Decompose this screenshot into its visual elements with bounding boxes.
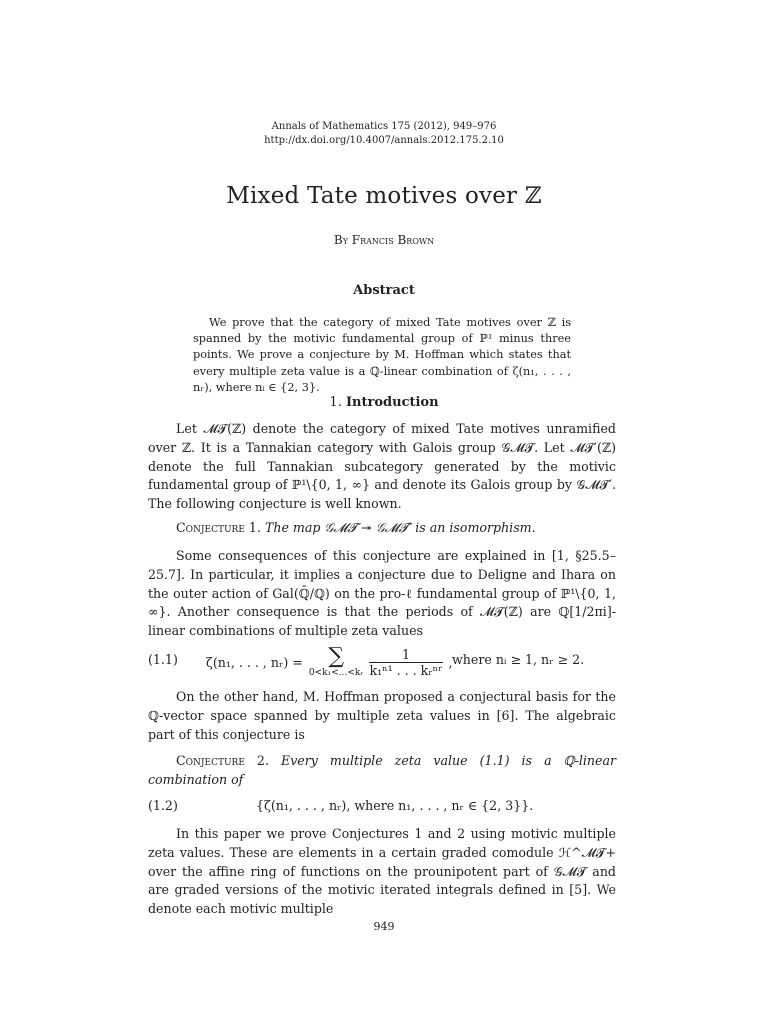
page-number: 949 <box>373 920 395 933</box>
sigma-symbol: ∑ <box>328 644 345 669</box>
equation-1-2: {ζ(n₁, . . . , nᵣ), where n₁, . . . , nᵣ ∈ {2, 3}}. <box>256 798 534 813</box>
section-heading <box>0 395 768 410</box>
section-number: 1. <box>329 395 342 410</box>
conjecture-2-text: Every multiple zeta value (1.1) is a ℚ-linear combination of <box>148 753 616 787</box>
section-title: Introduction <box>345 395 439 410</box>
equation-1-1 <box>206 640 453 684</box>
intro-paragraph-3 <box>148 688 616 744</box>
paragraph-text: In this paper we prove Conjectures 1 and 2 using motivic multiple zeta values. These are elements in a certain graded comodule ℋ^𝓜𝓣+ over the affine ring of functions on the prounipotent part of 𝒢𝓜𝓣 and are graded versions of the motivic iterated integrals defined in [5]. We denote each motivic multiple <box>148 826 616 917</box>
intro-paragraph-1 <box>148 420 616 514</box>
conjecture-2 <box>148 752 616 790</box>
journal-header <box>0 120 768 148</box>
doi-line: http://dx.doi.org/10.4007/annals.2012.175.2.10 <box>264 135 504 146</box>
equation-fraction <box>369 647 442 678</box>
fraction-denominator: k₁ⁿ¹ . . . kᵣⁿʳ <box>369 662 443 678</box>
paragraph-text: Some consequences of this conjecture are explained in [1, §25.5–25.7]. In particular, it implies a conjecture due to Deligne and Ihara on the outer action of Gal(ℚ̄/ℚ) on the pro-ℓ fundamental group of ℙ¹\{0, 1, ∞}. Another consequence is that the periods of 𝓜𝓣(ℤ) are ℚ[1/2πi]-linear combinations of multiple zeta values <box>148 548 616 639</box>
equation-1-2-label: (1.2) <box>148 798 178 813</box>
conjecture-2-lead: Conjecture 2. <box>176 753 269 768</box>
fraction-numerator: 1 <box>369 647 442 663</box>
conjecture-1 <box>148 519 616 538</box>
conjecture-1-text: The map 𝒢𝓜𝓣 ↠ 𝒢𝓜𝓣′ is an isomorphism. <box>264 520 536 535</box>
conjecture-1-lead: Conjecture 1. <box>176 520 261 535</box>
equation-lhs: ζ(n₁, . . . , nᵣ) = <box>206 654 303 670</box>
journal-citation: Annals of Mathematics 175 (2012), 949–976 <box>271 121 497 132</box>
summation-limits: 0<k₁<...<kᵣ <box>308 668 364 678</box>
paper-title: Mixed Tate motives over ℤ <box>226 183 542 209</box>
equation-1-1-label: (1.1) <box>148 652 178 667</box>
abstract-body <box>193 315 571 396</box>
intro-paragraph-4 <box>148 825 616 919</box>
equation-comma: , <box>448 654 453 670</box>
summation-operator <box>309 646 364 678</box>
abstract-heading: Abstract <box>353 283 415 298</box>
abstract-text: We prove that the category of mixed Tate motives over ℤ is spanned by the motivic fundamental group of ℙ¹ minus three points. We prove a conjecture by M. Hoffman which states that every multiple zeta value is a ℚ-linear combination of ζ(n₁, . . . , nᵣ), where nᵢ ∈ {2, 3}. <box>193 316 571 394</box>
intro-paragraph-2 <box>148 547 616 641</box>
author-line: By Francis Brown <box>333 233 435 247</box>
paragraph-text: On the other hand, M. Hoffman proposed a conjectural basis for the ℚ-vector space spanned by multiple zeta values in [6]. The algebraic part of this conjecture is <box>148 689 616 742</box>
paragraph-text: Let 𝓜𝓣(ℤ) denote the category of mixed Tate motives unramified over ℤ. It is a Tannakian category with Galois group 𝒢𝓜𝓣. Let 𝓜𝓣′(ℤ) denote the full Tannakian subcategory generated by the motivic fundamental group of ℙ¹\{0, 1, ∞} and denote its Galois group by 𝒢𝓜𝓣′. The following conjecture is well known. <box>148 421 616 512</box>
equation-1-1-condition: where nᵢ ≥ 1, nᵣ ≥ 2. <box>452 652 585 667</box>
